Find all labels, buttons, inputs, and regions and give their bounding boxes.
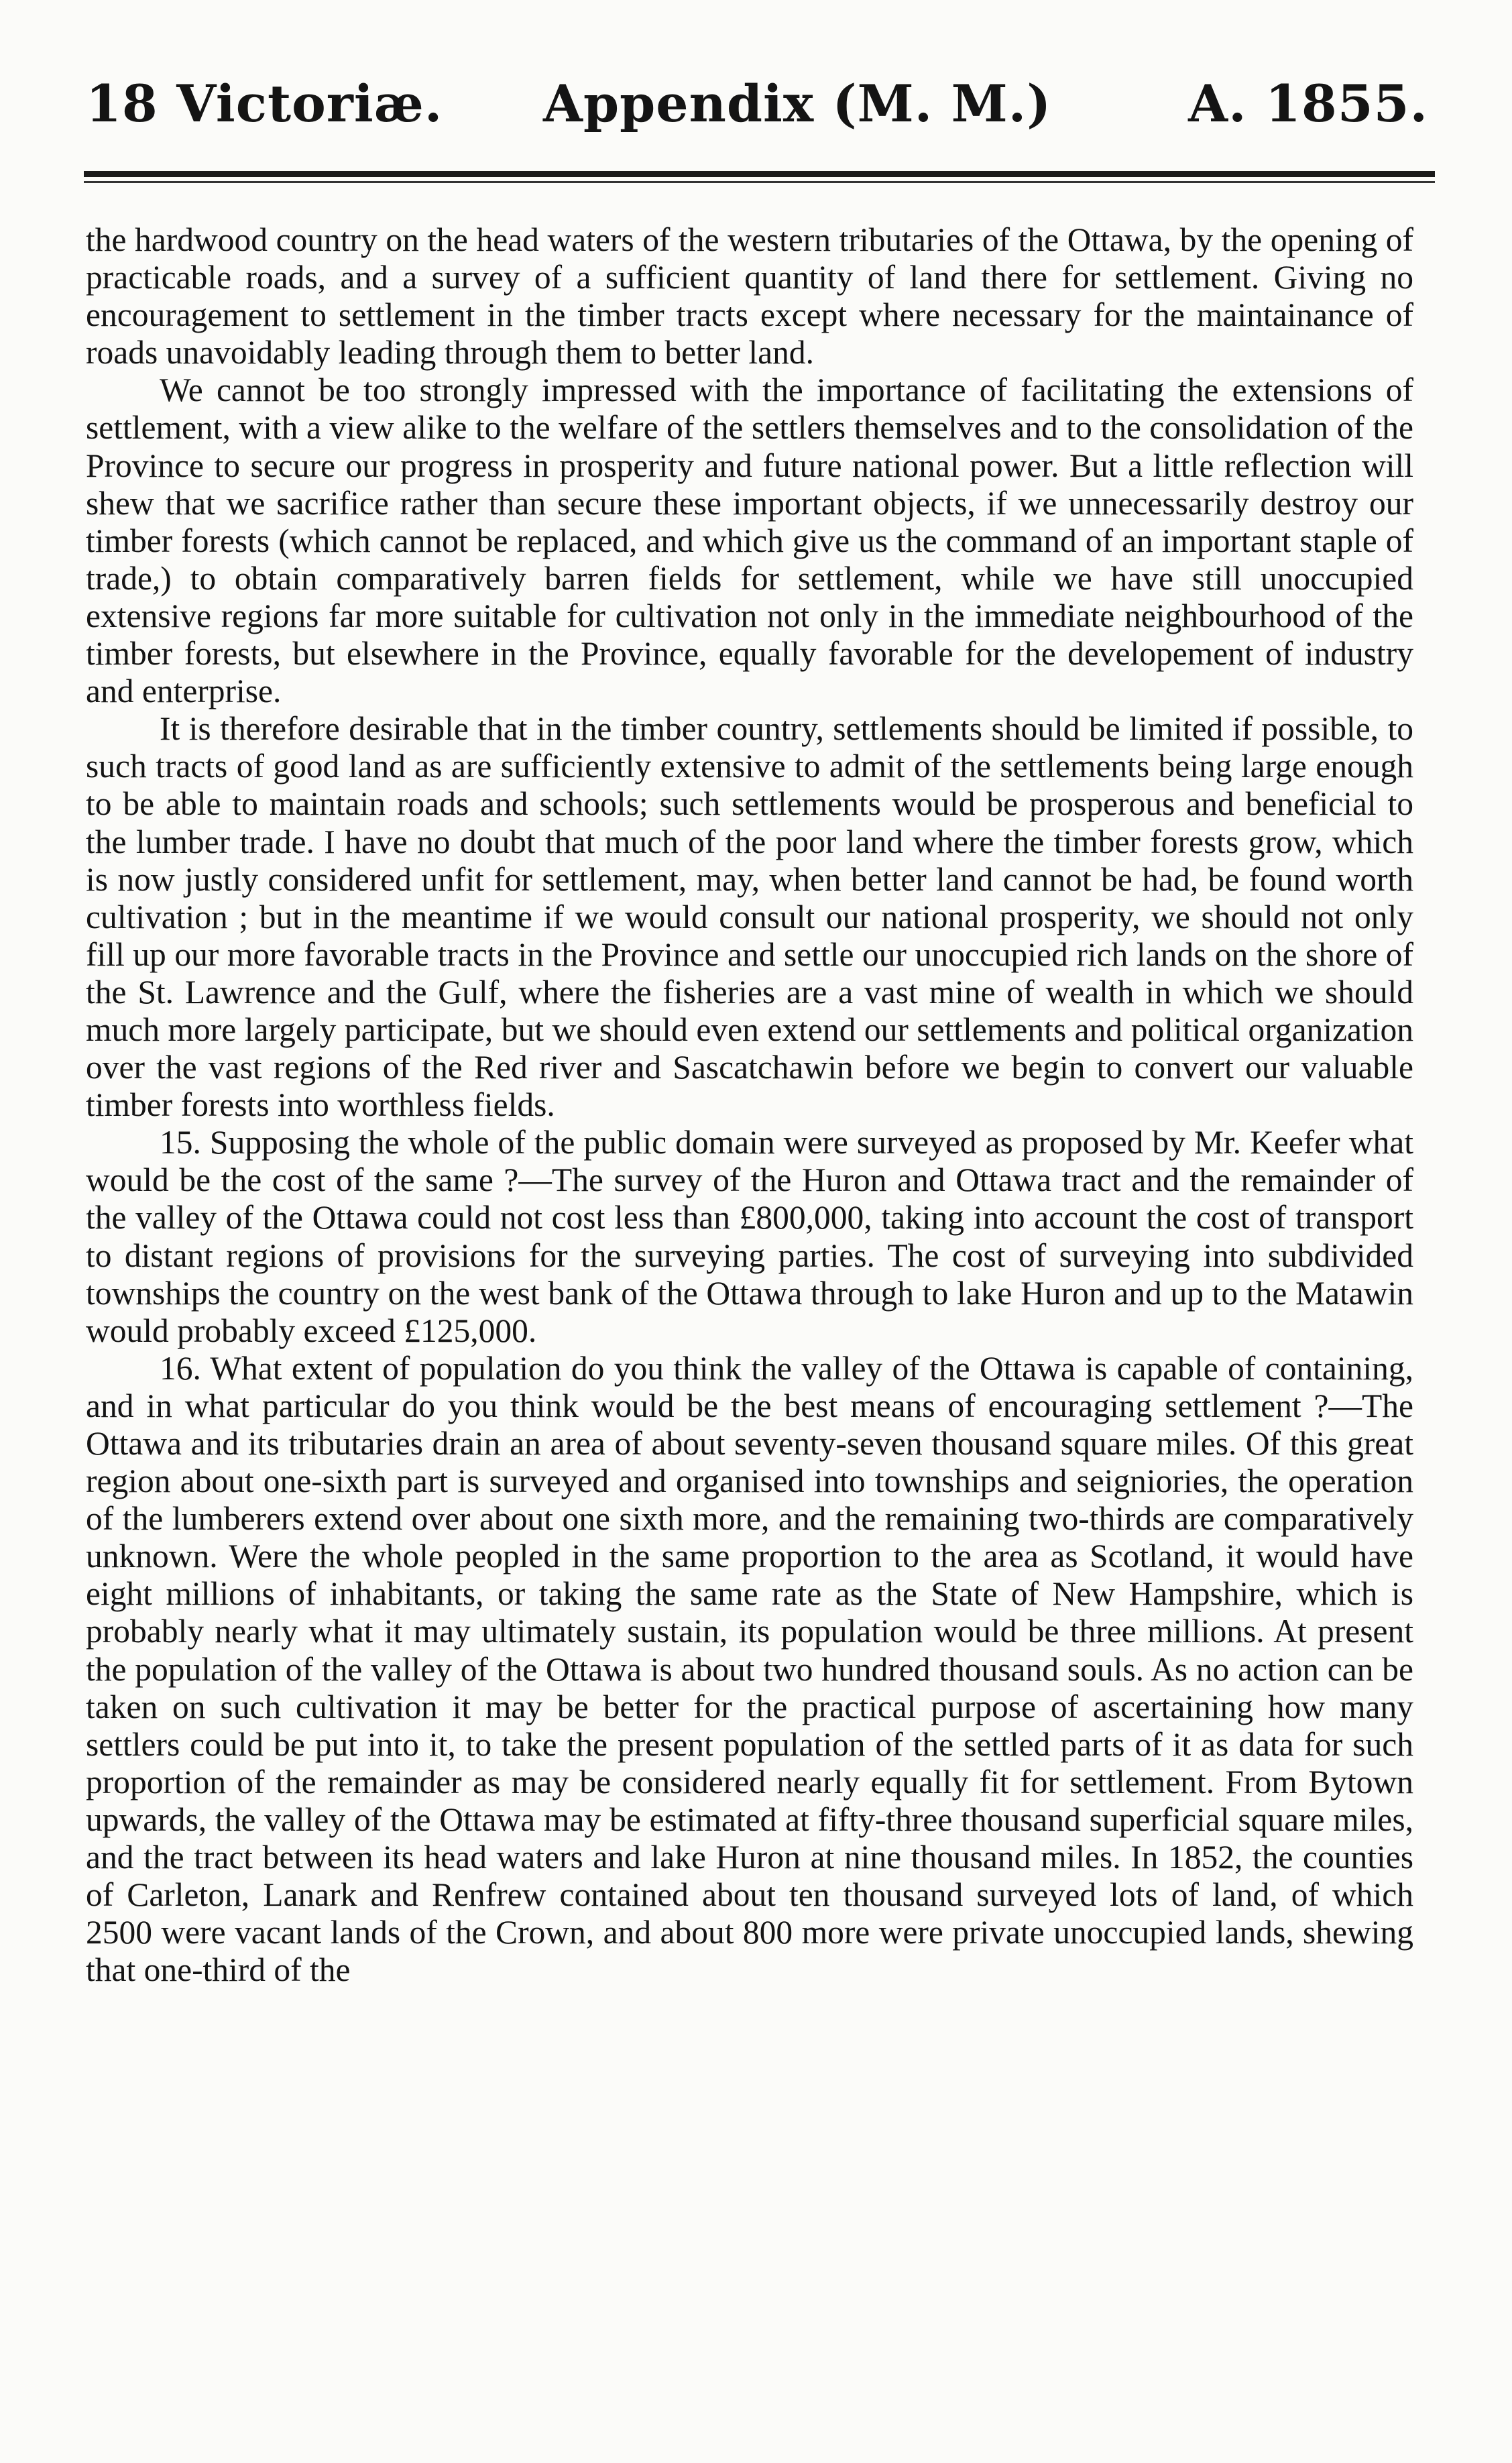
paragraph-question-15: 15. Supposing the whole of the public domain were surveyed as proposed by Mr. Keefer what would be the cost of the same ?—The survey of the Huron and Ottawa tract and the remainder of the valley of the Ottawa could not cost less than £800,000, taking into account the cost of transport to distant regions of provisions for the surveying parties. The cost of surveying into subdivided townships the country on the west bank of the Ottawa through to lake Huron and up to the Matawin would probably exceed £125,000. [86, 1124, 1413, 1349]
header-rule-thick [84, 171, 1435, 177]
paragraph-question-16: 16. What extent of population do you think the valley of the Ottawa is capable of containing, and in what particular do you think would be the best means of encouraging settlement ?—The Ottawa and its tributaries drain an area of about seventy-seven thousand square miles. Of this great region about one-sixth part is surveyed and organised into townships and seigniories, the operation of the lumberers extend over about one sixth more, and the remaining two-thirds are comparatively unknown. Were the whole peopled in the same proportion to the area as Scotland, it would have eight millions of inhabitants, or taking the same rate as the State of New Hampshire, which is probably nearly what it may ultimately sustain, its population would be three millions. At present the population of the valley of the Ottawa is about two hundred thousand souls. As no action can be taken on such cultivation it may be better for the practical purpose of ascertaining how many settlers could be put into it, to take the present population of the settled parts of it as data for such proportion of the remainder as may be considered nearly equally fit for settlement. From Bytown upwards, the valley of the Ottawa may be estimated at fifty-three thousand superficial square miles, and the tract between its head waters and lake Huron at nine thousand miles. In 1852, the counties of Carleton, Lanark and Renfrew contained about ten thousand surveyed lots of land, of which 2500 were vacant lands of the Crown, and about 800 more were private unoccupied lands, shewing that one-third of the [86, 1349, 1413, 1989]
paragraph-timber-country: It is therefore desirable that in the timber country, settlements should be limited if possible, to such tracts of good land as are sufficiently extensive to admit of the settlements being large enough to be able to maintain roads and schools; such settlements would be prosperous and beneficial to the lumber trade. I have no doubt that much of the poor land where the timber forests grow, which is now justly considered unfit for settlement, may, when better land cannot be had, be found worth cultivation ; but in the meantime if we would consult our national prosperity, we should not only fill up our more favorable tracts in the Province and settle our unoccupied rich lands on the shore of the St. Lawrence and the Gulf, where the fisheries are a vast mine of wealth in which we should much more largely participate, but we should even extend our settlements and political organization over the vast regions of the Red river and Sascatchawin before we begin to convert our valuable timber forests into worthless fields. [86, 710, 1413, 1124]
header-rule-thin [84, 181, 1435, 183]
page-header [47, 74, 1428, 154]
header-appendix: Appendix (M. M.) [543, 74, 1052, 133]
header-session: 18 Victoriæ. [86, 74, 443, 133]
header-year: A. 1855. [1188, 74, 1428, 133]
body-text [86, 221, 1413, 1989]
paragraph-settlement-extension: We cannot be too strongly impressed with the importance of facilitating the extensions of settlement, with a view alike to the welfare of the settlers themselves and to the consolidation of the Province to secure our progress in prosperity and future national power. But a little reflection will shew that we sacrifice rather than secure these important objects, if we unnecessarily destroy our timber forests (which cannot be replaced, and which give us the command of an important staple of trade,) to obtain comparatively barren fields for settlement, while we have still unoccupied extensive regions far more suitable for cultivation not only in the immediate neighbourhood of the timber forests, but elsewhere in the Province, equally favorable for the developement of industry and enterprise. [86, 371, 1413, 710]
paragraph-continuation: the hardwood country on the head waters of the western tributaries of the Ottawa, by the opening of practicable roads, and a survey of a sufficient quantity of land there for settlement. Giving no encouragement to settlement in the timber tracts except where necessary for the maintainance of roads unavoidably leading through them to better land. [86, 221, 1413, 371]
